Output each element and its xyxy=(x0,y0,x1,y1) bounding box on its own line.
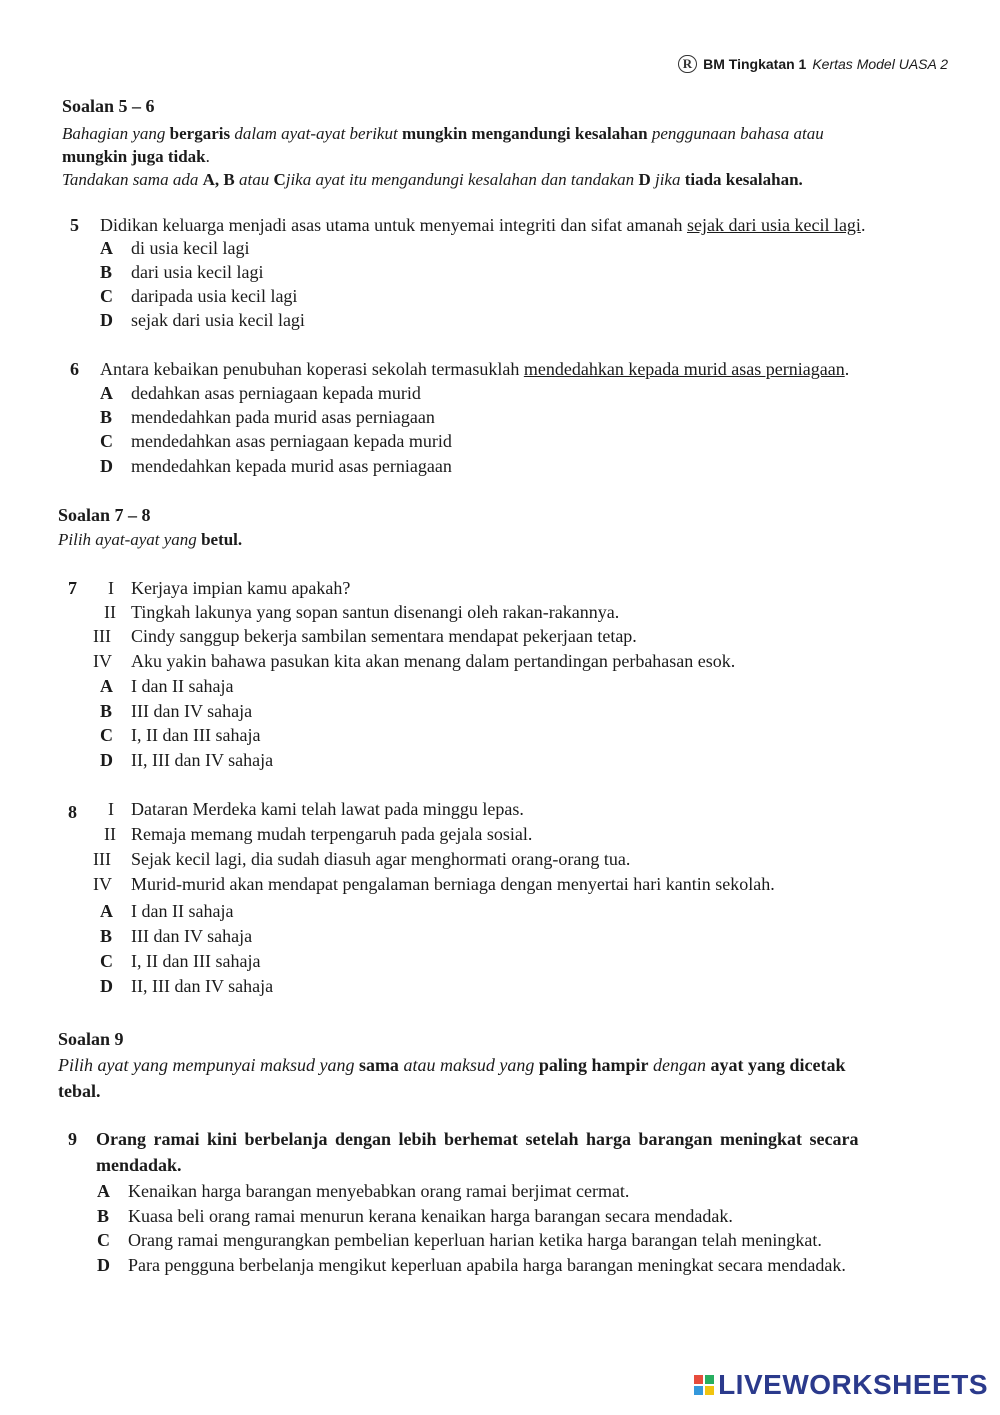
instr-text: atau maksud yang xyxy=(403,1055,535,1075)
stem-text: . xyxy=(844,359,850,379)
option-text[interactable]: III dan IV sahaja xyxy=(131,926,253,946)
statement-numeral: IV xyxy=(93,874,112,894)
option-letter[interactable]: C xyxy=(100,431,113,451)
logo-mark: R xyxy=(678,55,697,73)
instr-text: D xyxy=(638,170,651,189)
statement-numeral: II xyxy=(104,602,116,622)
liveworksheets-logo[interactable] xyxy=(694,1369,988,1401)
instr-text: Tandakan sama ada xyxy=(62,170,199,189)
statement-text: Dataran Merdeka kami telah lawat pada minggu lepas. xyxy=(131,799,524,819)
option-letter[interactable]: A xyxy=(100,238,113,258)
stem-text: . xyxy=(860,215,866,235)
option-text[interactable]: mendedahkan kepada murid asas perniagaan xyxy=(131,456,452,476)
option-text[interactable]: I, II dan III sahaja xyxy=(131,951,261,971)
option-letter[interactable]: C xyxy=(97,1230,110,1250)
instr-text: paling hampir xyxy=(538,1055,649,1075)
statement-numeral: III xyxy=(93,849,111,869)
option-letter[interactable]: B xyxy=(100,407,113,427)
instr-text: A, B xyxy=(202,170,235,189)
section-instructions-7-8 xyxy=(58,528,242,551)
statement-numeral: II xyxy=(104,824,116,844)
instr-text: mungkin juga tidak xyxy=(62,147,206,166)
option-letter[interactable]: C xyxy=(100,286,113,306)
question-number: 7 xyxy=(68,578,77,598)
option-letter[interactable]: B xyxy=(100,701,113,721)
option-text[interactable]: III dan IV sahaja xyxy=(131,701,253,721)
option-text[interactable]: Kuasa beli orang ramai menurun kerana kenaikan harga barangan secara mendadak. xyxy=(128,1206,733,1226)
option-text[interactable]: II, III dan IV sahaja xyxy=(131,750,274,770)
icon-square xyxy=(694,1375,703,1384)
option-letter[interactable]: A xyxy=(97,1181,110,1201)
instr-text: penggunaan bahasa atau xyxy=(651,124,824,143)
underlined-phrase: mendedahkan kepada murid asas perniagaan xyxy=(523,359,845,379)
statement-text: Sejak kecil lagi, dia sudah diasuh agar menghormati orang-orang tua. xyxy=(131,849,631,869)
option-text[interactable]: II, III dan IV sahaja xyxy=(131,976,274,996)
section-title-7-8: Soalan 7 – 8 xyxy=(58,505,151,525)
instr-text: jika xyxy=(654,170,681,189)
instr-text: Pilih ayat-ayat yang xyxy=(58,530,197,549)
option-letter[interactable]: B xyxy=(100,262,113,282)
icon-square xyxy=(694,1386,703,1395)
question-number: 8 xyxy=(68,802,77,822)
option-letter[interactable]: B xyxy=(100,926,113,946)
option-text[interactable]: di usia kecil lagi xyxy=(131,238,250,258)
option-letter[interactable]: C xyxy=(100,951,113,971)
section-instructions-5-6: Bahagian yang bergaris dalam ayat-ayat berikut mungkin mengandungi kesalahan penggunaan bahasa atau mungkin juga tidak. Tandakan sama ada A, B atau Cjika ayat itu mengandungi kesalahan dan tandakan D jika tiada kesalahan. xyxy=(62,124,824,189)
option-letter[interactable]: D xyxy=(100,310,113,330)
section-instructions-9 xyxy=(58,1052,978,1104)
icon-square xyxy=(705,1375,714,1384)
option-text[interactable]: I dan II sahaja xyxy=(131,901,234,921)
publisher-logo xyxy=(678,55,697,73)
instr-text: jika ayat itu mengandungi kesalahan dan tandakan xyxy=(285,170,635,189)
option-text[interactable]: daripada usia kecil lagi xyxy=(131,286,298,306)
instr-text: ayat yang dicetak xyxy=(710,1055,846,1075)
stem-text: Didikan keluarga menjadi asas utama untuk menyemai integriti dan sifat amanah xyxy=(100,215,687,235)
option-letter[interactable]: A xyxy=(100,901,113,921)
option-letter[interactable]: B xyxy=(97,1206,110,1226)
instr-text: betul. xyxy=(201,530,243,549)
instr-text: atau xyxy=(238,170,270,189)
brand-name: LIVEWORKSHEETS xyxy=(718,1369,988,1400)
option-letter[interactable]: A xyxy=(100,383,113,403)
icon-square xyxy=(705,1386,714,1395)
option-text[interactable]: I dan II sahaja xyxy=(131,676,234,696)
statement-text: Cindy sanggup bekerja sambilan sementara mendapat pekerjaan tetap. xyxy=(131,626,637,646)
option-text[interactable]: dari usia kecil lagi xyxy=(131,262,264,282)
instr-text: tiada kesalahan. xyxy=(684,170,803,189)
instr-text: bergaris xyxy=(169,124,231,143)
question-stem xyxy=(100,215,865,236)
option-letter[interactable]: D xyxy=(100,976,113,996)
section-title-9: Soalan 9 xyxy=(58,1029,124,1049)
instr-text: dalam ayat-ayat berikut xyxy=(234,124,398,143)
header-subject: BM Tingkatan 1 xyxy=(703,56,807,72)
section-title-5-6: Soalan 5 – 6 xyxy=(62,96,155,116)
option-text[interactable]: I, II dan III sahaja xyxy=(131,725,261,745)
instr-text: Pilih ayat yang mempunyai maksud yang xyxy=(58,1055,355,1075)
statement-numeral: I xyxy=(108,578,114,598)
page-header xyxy=(678,55,948,73)
question-number: 5 xyxy=(70,215,79,235)
option-letter[interactable]: D xyxy=(100,750,113,770)
option-letter[interactable]: D xyxy=(97,1255,110,1275)
instr-text: tebal. xyxy=(58,1081,101,1101)
question-stem xyxy=(100,359,849,380)
instr-text: C xyxy=(273,170,286,189)
statement-text: Murid-murid akan mendapat pengalaman berniaga dengan menyertai hari kantin sekolah. xyxy=(131,874,775,894)
question-number: 6 xyxy=(70,359,79,379)
option-letter[interactable]: A xyxy=(100,676,113,696)
statement-numeral: I xyxy=(108,799,114,819)
underlined-phrase: sejak dari usia kecil lagi xyxy=(687,215,861,235)
instr-text: Bahagian yang xyxy=(62,124,166,143)
stem-text: Antara kebaikan penubuhan koperasi sekolah termasuklah xyxy=(100,359,524,379)
option-text[interactable]: dedahkan asas perniagaan kepada murid xyxy=(131,383,421,403)
question-stem-line1: Orang ramai kini berbelanja dengan lebih berhemat setelah harga barangan meningkat secara xyxy=(96,1129,859,1149)
option-text[interactable]: mendedahkan asas perniagaan kepada murid xyxy=(131,431,452,451)
statement-text: Aku yakin bahawa pasukan kita akan menang dalam pertandingan perbahasan esok. xyxy=(131,651,736,671)
question-stem-line2: mendadak. xyxy=(96,1155,182,1175)
statement-numeral: III xyxy=(93,626,111,646)
statement-numeral: IV xyxy=(93,651,112,671)
option-text[interactable]: Para pengguna berbelanja mengikut keperluan apabila harga barangan meningkat secara mendadak. xyxy=(128,1255,846,1275)
instr-text: mungkin mengandungi kesalahan xyxy=(401,124,648,143)
option-text[interactable]: Orang ramai mengurangkan pembelian keperluan harian ketika harga barangan telah meningkat. xyxy=(128,1230,822,1250)
option-text[interactable]: Kenaikan harga barangan menyebabkan orang ramai berjimat cermat. xyxy=(128,1181,630,1201)
instr-text: dengan xyxy=(652,1055,706,1075)
statement-text: Kerjaya impian kamu apakah? xyxy=(131,578,351,598)
question-number: 9 xyxy=(68,1129,77,1149)
instr-text: sama xyxy=(358,1055,399,1075)
statement-text: Remaja memang mudah terpengaruh pada gejala sosial. xyxy=(131,824,533,844)
header-paper: Kertas Model UASA 2 xyxy=(812,56,948,72)
option-letter[interactable]: C xyxy=(100,725,113,745)
statement-text: Tingkah lakunya yang sopan santun disenangi oleh rakan-rakannya. xyxy=(131,602,620,622)
option-letter[interactable]: D xyxy=(100,456,113,476)
liveworksheets-icon xyxy=(694,1375,714,1395)
option-text[interactable]: mendedahkan pada murid asas perniagaan xyxy=(131,407,435,427)
option-text[interactable]: sejak dari usia kecil lagi xyxy=(131,310,305,330)
